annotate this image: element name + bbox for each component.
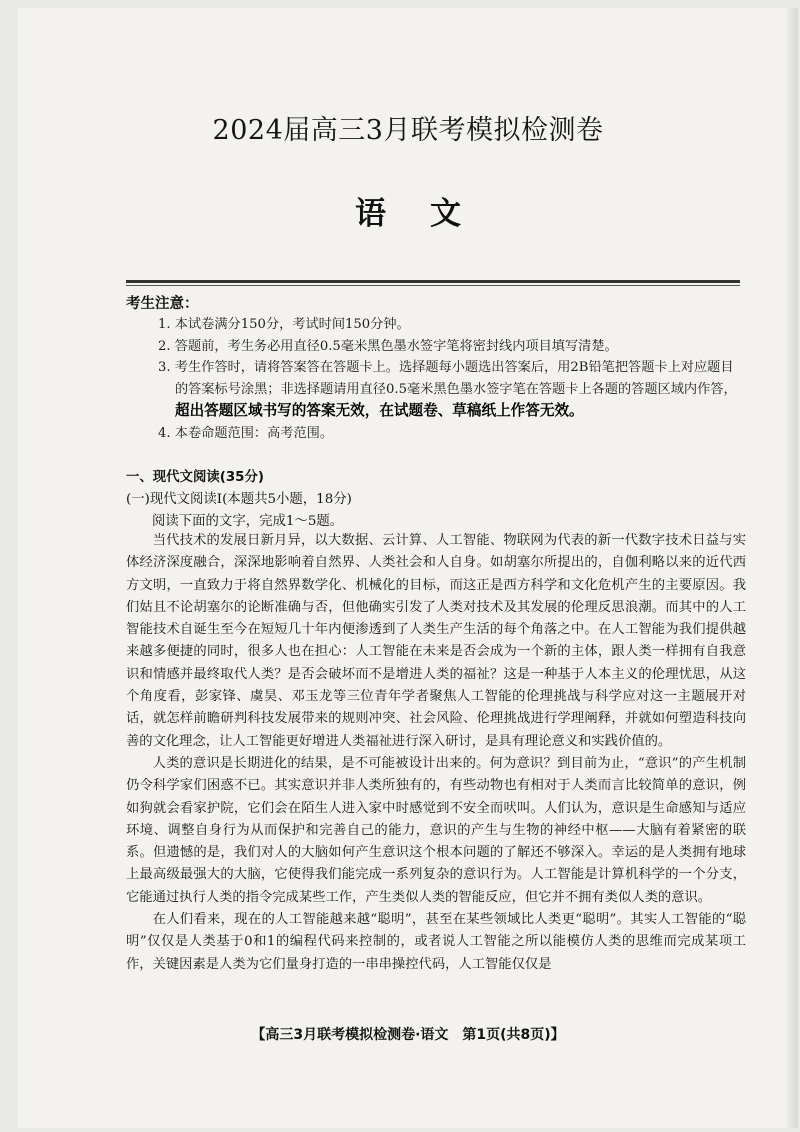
notice-item xyxy=(158,314,744,336)
notice-item-emphasis: 超出答题区域书写的答案无效，在试题卷、草稿纸上作答无效。 xyxy=(175,402,584,419)
exam-page xyxy=(18,8,798,1128)
reading-instruction: 阅读下面的文字，完成1～5题。 xyxy=(152,514,344,529)
passage-paragraph: 人类的意识是长期进化的结果，是不可能被设计出来的。何为意识？到目前为止，“意识”的产生机制仍令科学家们困惑不已。其实意识并非人类所独有的，有些动物也有相对于人类而言比较简单的意识，例如狗就会看家护院，它们会在陌生人进入家中时感觉到不安全而吠叫。人们认为，意识是生命感知与适应环境、调整自身行为从而保护和完善自己的能力，意识的产生与生物的神经中枢——大脑有着紧密的联系。但遗憾的是，我们对人的大脑如何产生意识这个根本问题的了解还不够深入。幸运的是人类拥有地球上最高级最强大的大脑，它使得我们能完成一系列复杂的意识行为。人工智能是计算机科学的一个分支，它能通过执行人类的指令完成某些工作，产生类似人类的智能反应，但它并不拥有类似人类的意识。 xyxy=(126,755,746,905)
notice-item xyxy=(158,423,744,445)
page-footer: 【高三3月联考模拟检测卷·语文 第1页(共8页)】 xyxy=(251,1027,565,1043)
reading-passage xyxy=(126,530,746,976)
notice-heading: 考生注意： xyxy=(126,296,199,312)
notice-list xyxy=(158,314,744,444)
notice-item-text: 2. 答题前，考生务必用直径0.5毫米黑色墨水签字笔将密封线内项目填写清楚。 xyxy=(158,338,618,354)
subject-title: 语文 xyxy=(355,196,505,232)
exam-title: 2024届高三3月联考模拟检测卷 xyxy=(212,115,604,146)
subsection-heading: (一)现代文阅读Ⅰ(本题共5小题，18分) xyxy=(126,492,352,507)
notice-item xyxy=(158,336,744,358)
section-heading: 一、现代文阅读(35分) xyxy=(126,470,264,485)
passage-paragraph: 当代技术的发展日新月异，以大数据、云计算、人工智能、物联网为代表的新一代数字技术日益与实体经济深度融合，深深地影响着自然界、人类社会和人自身。如胡塞尔所提出的，自伽利略以来的近代西方文明，一直致力于将自然界数学化、机械化的目标，而这正是西方科学和文化危机产生的主要原因。我们姑且不论胡塞尔的论断准确与否，但他确实引发了人类对技术及其发展的伦理反思浪潮。而其中的人工智能技术自诞生至今在短短几十年内便渗透到了人类生产生活的每个角落之中。在人工智能为我们提供越来越多便捷的同时，很多人也在担心：人工智能在未来是否会成为一个新的主体，跟人类一样拥有自我意识和情感并最终取代人类？是否会破坏而不是增进人类的福祉？这是一种基于人本主义的伦理忧思，从这个角度看，彭家锋、虞昊、邓玉龙等三位青年学者聚焦人工智能的伦理挑战与科学应对这一主题展开对话，就怎样前瞻研判科技发展带来的规则冲突、社会风险、伦理挑战进行学理阐释，并就如何塑造科技向善的文化理念，让人工智能更好增进人类福祉进行深入研讨，是具有理论意义和实践价值的。 xyxy=(126,533,746,749)
notice-item-text: 1. 本试卷满分150分，考试时间150分钟。 xyxy=(158,317,410,332)
passage-paragraph: 在人们看来，现在的人工智能越来越“聪明”，甚至在某些领域比人类更“聪明”。其实人工智能的“聪明”仅仅是人类基于0和1的编程代码来控制的，或者说人工智能之所以能模仿人类的思维而完成某项工作，关键因素是人类为它们量身打造的一串串操控代码，人工智能仅仅是 xyxy=(126,912,746,972)
page-edge-shadow xyxy=(784,8,798,1128)
notice-item-text: 4. 本卷命题范围：高考范围。 xyxy=(158,425,334,441)
header-divider xyxy=(126,280,740,286)
notice-item-text: 3. 考生作答时，请将答案答在答题卡上。选择题每小题选出答案后，用2B铅笔把答题卡上对应题目的答案标号涂黑；非选择题请用直径0.5毫米黑色墨水签字笔在答题卡上各题的答题区域内作答， xyxy=(158,360,737,397)
notice-item xyxy=(158,357,744,423)
